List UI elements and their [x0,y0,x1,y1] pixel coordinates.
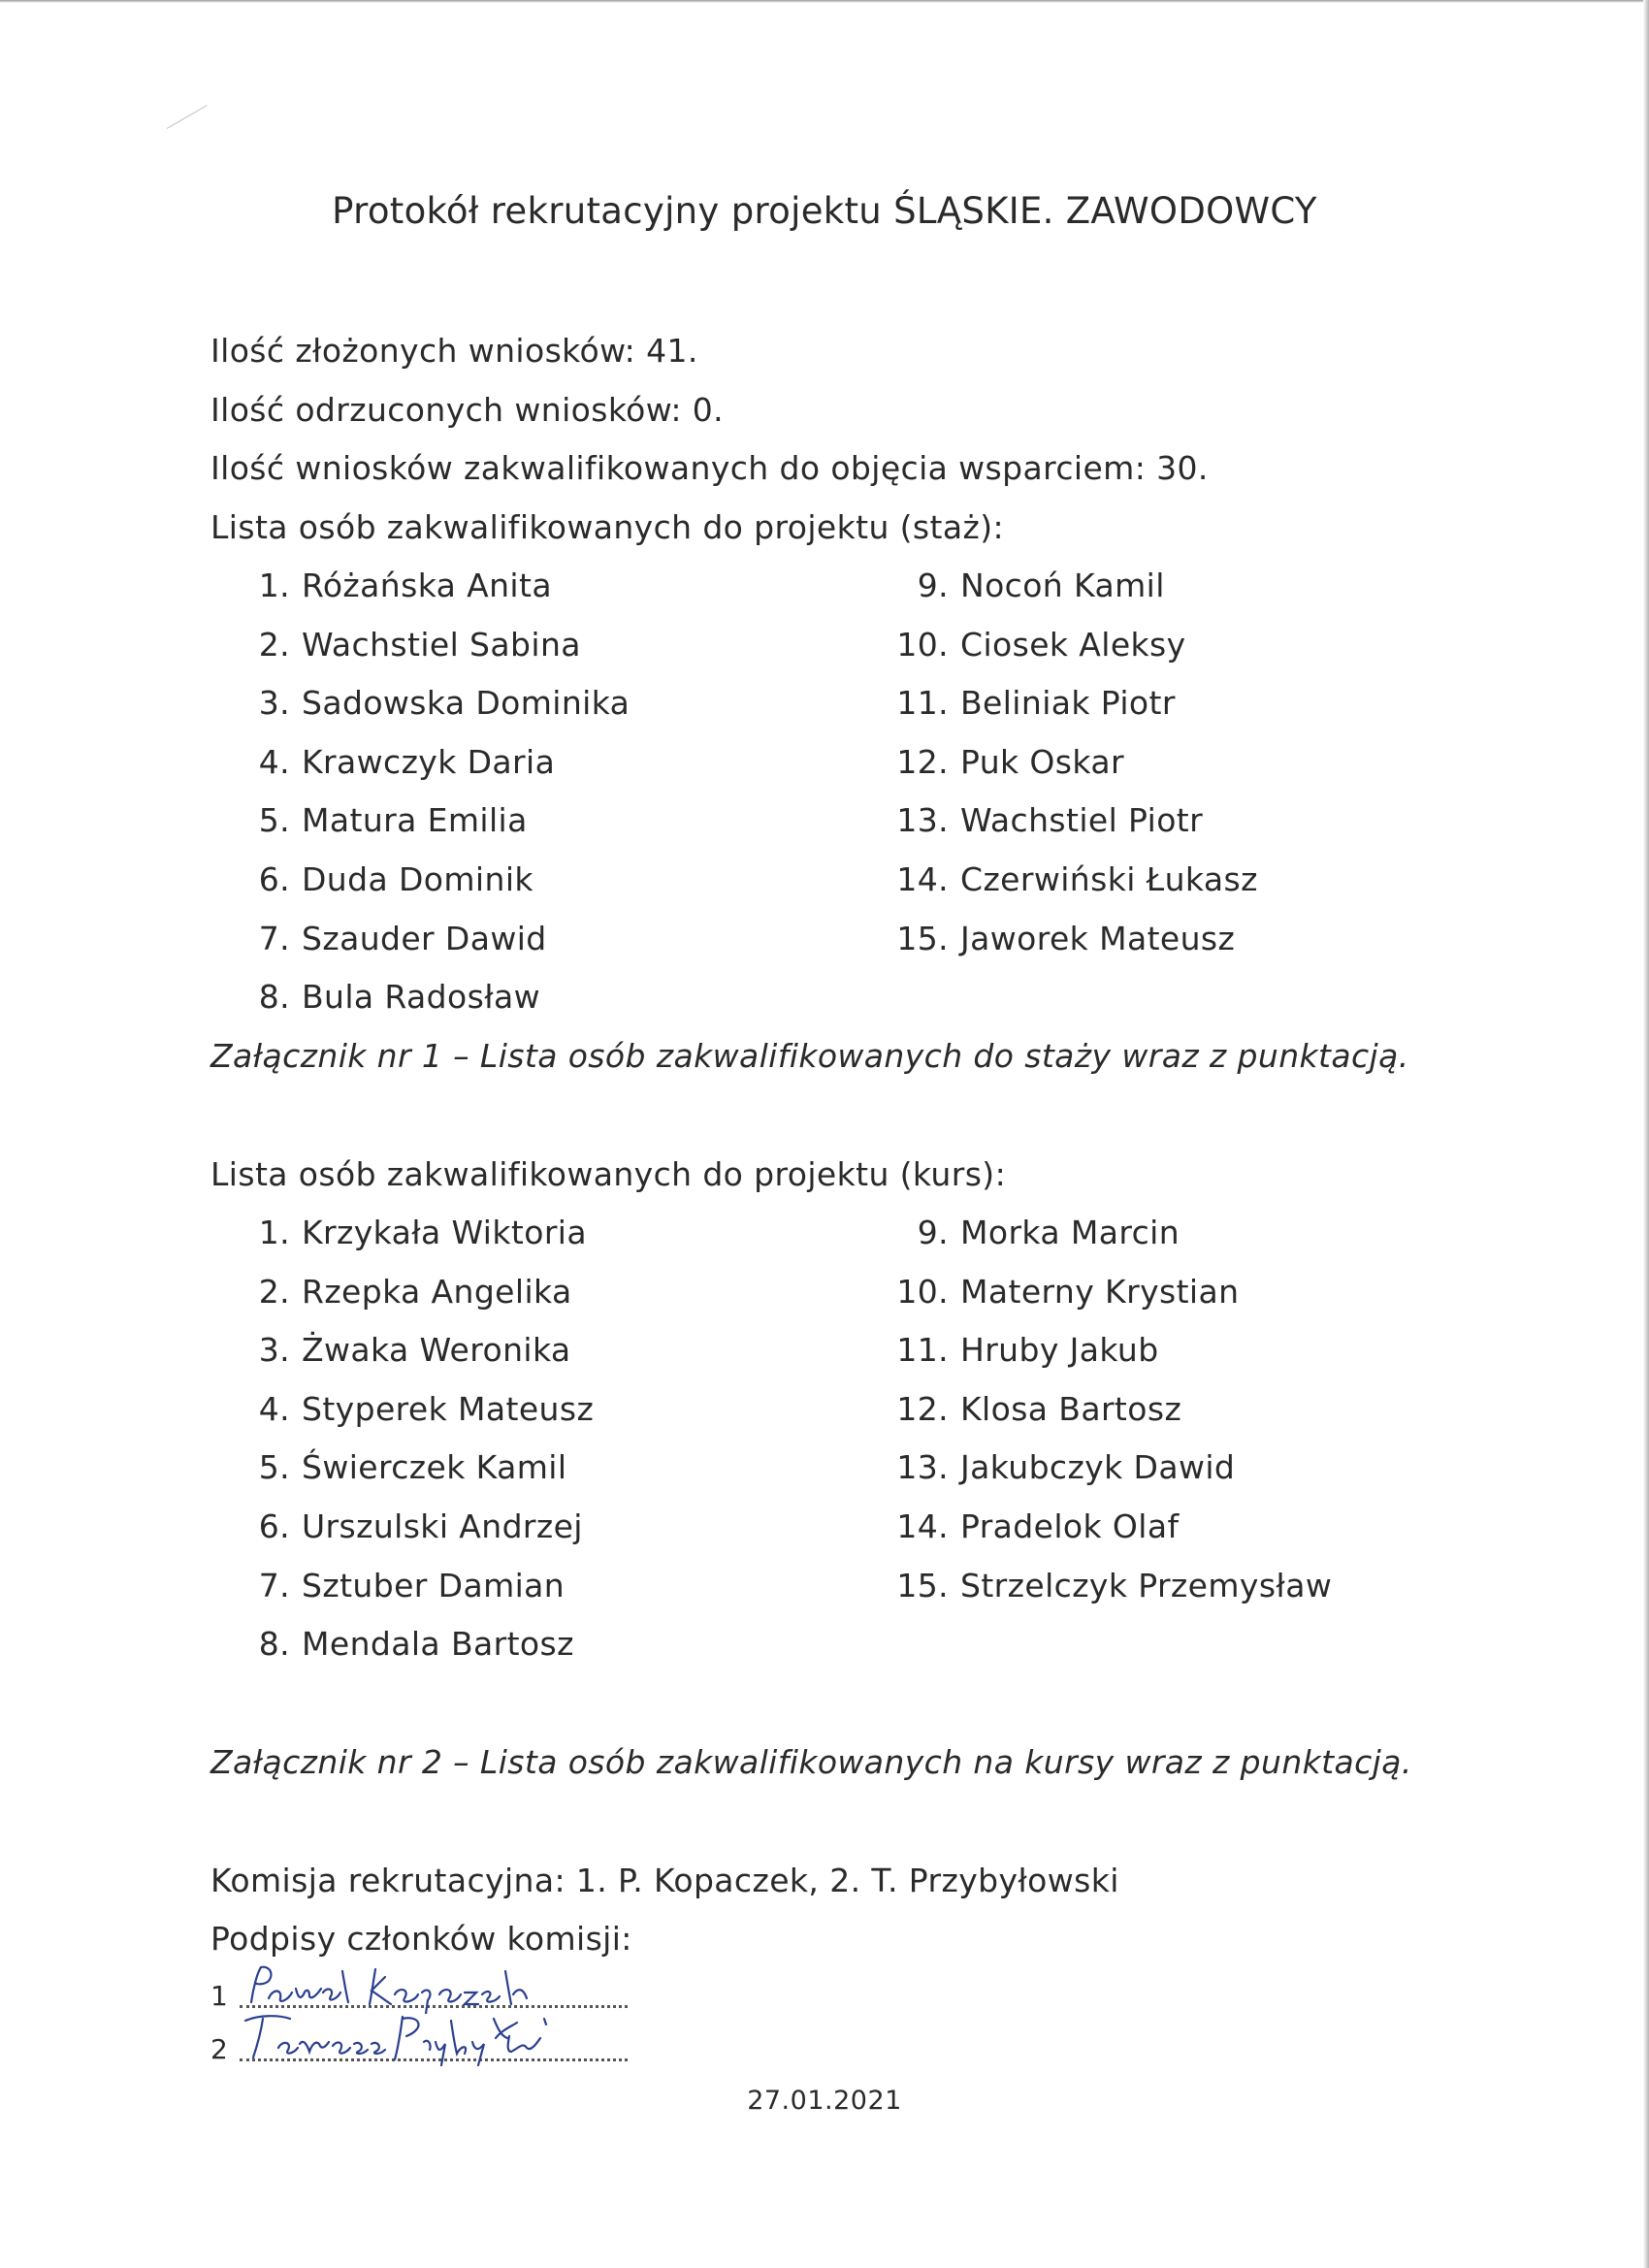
list-item-number: 6. [258,1507,290,1545]
list-item [210,860,630,920]
list-item-name: Materny Krystian [960,1272,1240,1311]
list-item-number: 9. [917,567,949,604]
list-item-name: Matura Emilia [302,801,528,840]
list-item [210,920,630,979]
list-item-number: 7. [258,919,290,957]
list-item-name: Szauder Dawid [302,919,547,957]
list-item [210,1448,594,1507]
list-item-number: 2. [258,625,290,664]
list-item-name: Styperek Mateusz [302,1389,595,1428]
list-item [210,743,630,802]
list-item-number: 5. [258,801,290,840]
submitted-count: Ilość złożonych wniosków: 41. [210,332,698,370]
list-item-name: Morka Marcin [960,1214,1180,1251]
list-item-name: Różańska Anita [302,567,552,604]
course-list-right [856,1214,1332,1625]
list-item-number: 13. [896,801,949,840]
list-item-name: Hruby Jakub [960,1331,1159,1370]
list-item-number: 12. [896,1389,949,1428]
list-item-name: Jaworek Mateusz [960,919,1236,957]
list-item [856,860,1258,920]
list-item [856,1331,1332,1390]
list-item [856,920,1258,979]
list-item [856,1390,1332,1449]
list-item-number: 3. [258,684,290,723]
list-item [856,1507,1332,1567]
list-item-number: 15. [896,919,949,957]
list-item-name: Klosa Bartosz [960,1389,1182,1428]
list-item [210,1507,594,1567]
internship-list-right [856,567,1258,978]
signature-1-image [240,1960,560,2014]
scan-edge-right [1643,0,1649,2268]
course-list-left [210,1214,594,1684]
list-item-name: Krzykała Wiktoria [302,1214,587,1251]
list-item-number: 11. [896,684,949,723]
list-item-number: 9. [917,1214,949,1251]
list-item [210,978,630,1037]
list-item-number: 10. [896,1272,949,1311]
list-item-name: Wachstiel Piotr [960,801,1204,840]
list-item-name: Sadowska Dominika [302,684,630,723]
list-item-name: Ciosek Aleksy [960,625,1186,664]
list-item-name: Urszulski Andrzej [302,1507,583,1545]
list-item-name: Wachstiel Sabina [302,625,581,664]
internship-list-heading: Lista osób zakwalifikowanych do projektu (staż): [210,508,1004,546]
list-item [210,1625,594,1684]
list-item-name: Rzepka Angelika [302,1272,572,1311]
attachment-2-note: Załącznik nr 2 – Lista osób zakwalifikowanych na kursy wraz z punktacją. [210,1743,1412,1781]
list-item [210,801,630,860]
list-item-number: 10. [896,625,949,664]
signature-line-2 [210,2023,628,2071]
list-item [210,567,630,626]
list-item [856,684,1258,743]
list-item-number: 4. [258,742,290,781]
list-item-number: 12. [896,742,949,781]
list-item-name: Krawczyk Daria [302,742,556,781]
list-item [856,1567,1332,1626]
list-item-name: Pradelok Olaf [960,1507,1180,1545]
list-item [856,567,1258,626]
list-item [210,684,630,743]
list-item [856,743,1258,802]
list-item-number: 5. [258,1448,290,1487]
signature-2-image [240,2009,560,2067]
list-item-name: Mendala Bartosz [302,1625,574,1664]
list-item [210,626,630,685]
internship-list-left [210,567,630,1037]
scan-edge-top [0,0,1649,3]
list-item [856,626,1258,685]
list-item-name: Żwaka Weronika [302,1331,571,1370]
list-item-name: Strzelczyk Przemysław [960,1566,1333,1604]
committee-members: Komisja rekrutacyjna: 1. P. Kopaczek, 2. T. Przybyłowski [210,1862,1119,1899]
list-item-number: 1. [258,1214,290,1251]
list-item [856,1448,1332,1507]
document-date: 27.01.2021 [747,2086,902,2116]
list-item [210,1214,594,1273]
signature-number: 1 [210,1980,228,2012]
list-item-number: 13. [896,1448,949,1487]
list-item [210,1390,594,1449]
list-item [210,1567,594,1626]
list-item-number: 7. [258,1566,290,1604]
list-item-number: 15. [896,1566,949,1604]
attachment-1-note: Załącznik nr 1 – Lista osób zakwalifikowanych do staży wraz z punktacją. [210,1037,1409,1075]
list-item-name: Nocoń Kamil [960,567,1165,604]
list-item-number: 6. [258,859,290,898]
signature-number: 2 [210,2033,228,2065]
list-item-number: 4. [258,1389,290,1428]
list-item-number: 2. [258,1272,290,1311]
list-item [856,1214,1332,1273]
list-item-name: Duda Dominik [302,859,534,898]
list-item-name: Jakubczyk Dawid [960,1448,1236,1487]
list-item [210,1273,594,1332]
list-item-name: Puk Oskar [960,742,1124,781]
list-item [210,1331,594,1390]
list-item-name: Świerczek Kamil [302,1448,567,1487]
list-item-number: 8. [258,978,290,1017]
document-title: Protokół rekrutacyjny projektu ŚLĄSKIE. ZAWODOWCY [332,190,1317,232]
list-item-name: Sztuber Damian [302,1566,566,1604]
list-item [856,1273,1332,1332]
list-item-name: Bula Radosław [302,978,540,1017]
qualified-count: Ilość wniosków zakwalifikowanych do objęcia wsparciem: 30. [210,449,1209,487]
list-item-number: 1. [258,567,290,604]
list-item-number: 8. [258,1625,290,1664]
course-list-heading: Lista osób zakwalifikowanych do projektu (kurs): [210,1155,1007,1193]
list-item-number: 14. [896,1507,949,1545]
list-item [856,801,1258,860]
signatures-heading: Podpisy członków komisji: [210,1920,632,1958]
list-item-number: 3. [258,1331,290,1370]
list-item-number: 11. [896,1331,949,1370]
list-item-number: 14. [896,859,949,898]
rejected-count: Ilość odrzuconych wniosków: 0. [210,391,725,429]
scan-mark [167,105,208,129]
list-item-name: Czerwiński Łukasz [960,859,1258,898]
list-item-name: Beliniak Piotr [960,684,1176,723]
